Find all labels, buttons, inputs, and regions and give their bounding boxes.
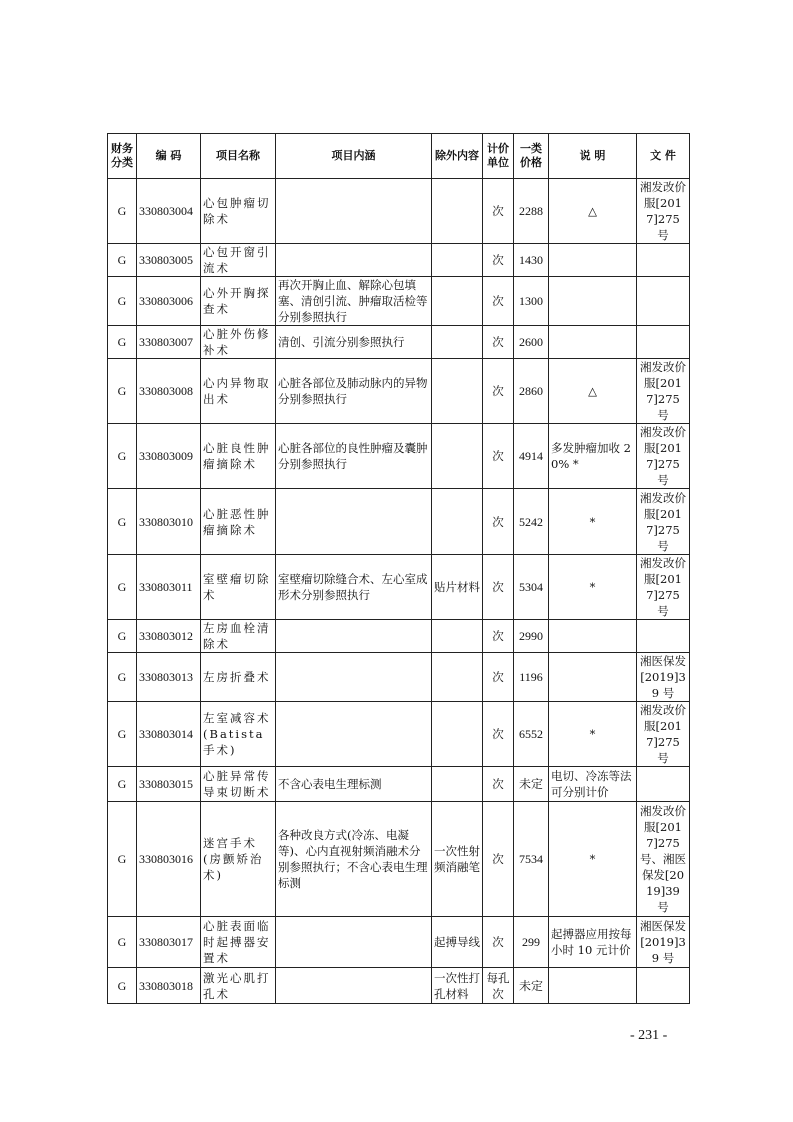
note-cell: 多发肿瘤加收 20% *	[549, 424, 637, 489]
content-cell: 心脏各部位的良性肿瘤及囊肿分别参照执行	[276, 424, 432, 489]
table-row	[108, 917, 690, 968]
code-cell: 330803008	[137, 359, 201, 424]
price-cell: 299	[514, 917, 549, 968]
table-row	[108, 489, 690, 555]
note-cell: *	[549, 802, 637, 917]
excluded-cell	[432, 620, 483, 653]
category-cell: G	[108, 179, 137, 244]
document-cell: 湘发改价服[2017]275 号	[637, 489, 690, 555]
content-cell	[276, 702, 432, 767]
content-cell: 不含心表电生理标测	[276, 767, 432, 802]
document-cell: 湘发改价服[2017]275 号	[637, 359, 690, 424]
content-cell	[276, 653, 432, 702]
price-cell: 2600	[514, 326, 549, 359]
header-document: 文 件	[637, 134, 690, 179]
category-cell: G	[108, 424, 137, 489]
price-cell: 5304	[514, 555, 549, 620]
table-row	[108, 179, 690, 244]
document-cell	[637, 620, 690, 653]
table-row	[108, 424, 690, 489]
code-cell: 330803010	[137, 489, 201, 555]
unit-cell: 次	[483, 326, 514, 359]
category-cell: G	[108, 767, 137, 802]
excluded-cell: 起搏导线	[432, 917, 483, 968]
content-cell: 再次开胸止血、解除心包填塞、清创引流、肿瘤取活检等分别参照执行	[276, 277, 432, 326]
content-cell: 清创、引流分别参照执行	[276, 326, 432, 359]
unit-cell: 次	[483, 802, 514, 917]
price-cell: 4914	[514, 424, 549, 489]
item-name-cell: 心脏恶性肿瘤摘除术	[201, 489, 276, 555]
document-cell: 湘发改价服[2017]275 号	[637, 555, 690, 620]
code-cell: 330803005	[137, 244, 201, 277]
unit-cell: 次	[483, 767, 514, 802]
note-cell	[549, 620, 637, 653]
table-row	[108, 620, 690, 653]
page-number: - 231 -	[630, 1028, 668, 1043]
table-row	[108, 555, 690, 620]
price-cell: 7534	[514, 802, 549, 917]
code-cell: 330803014	[137, 702, 201, 767]
document-cell: 湘医保发[2019]39 号	[637, 917, 690, 968]
excluded-cell: 贴片材料	[432, 555, 483, 620]
note-cell	[549, 968, 637, 1004]
excluded-cell: 一次性打孔材料	[432, 968, 483, 1004]
item-name-cell: 激光心肌打孔术	[201, 968, 276, 1004]
price-cell: 5242	[514, 489, 549, 555]
item-name-cell: 左室减容术(Batista 手术)	[201, 702, 276, 767]
table-row	[108, 244, 690, 277]
excluded-cell	[432, 489, 483, 555]
price-cell: 6552	[514, 702, 549, 767]
unit-cell: 次	[483, 424, 514, 489]
item-name-cell: 心外开胸探查术	[201, 277, 276, 326]
category-cell: G	[108, 620, 137, 653]
category-cell: G	[108, 653, 137, 702]
content-cell	[276, 968, 432, 1004]
excluded-cell	[432, 702, 483, 767]
note-cell: 电切、冷冻等法可分别计价	[549, 767, 637, 802]
unit-cell: 次	[483, 359, 514, 424]
item-name-cell: 迷宫手术(房颤矫治术)	[201, 802, 276, 917]
item-name-cell: 心包肿瘤切除术	[201, 179, 276, 244]
price-cell: 2860	[514, 359, 549, 424]
unit-cell: 次	[483, 244, 514, 277]
note-cell: *	[549, 555, 637, 620]
note-cell: △	[549, 359, 637, 424]
note-cell: △	[549, 179, 637, 244]
document-cell	[637, 277, 690, 326]
code-cell: 330803013	[137, 653, 201, 702]
table-row	[108, 359, 690, 424]
document-cell	[637, 244, 690, 277]
category-cell: G	[108, 244, 137, 277]
item-name-cell: 室壁瘤切除术	[201, 555, 276, 620]
excluded-cell: 一次性射频消融笔	[432, 802, 483, 917]
category-cell: G	[108, 326, 137, 359]
item-name-cell: 心脏良性肿瘤摘除术	[201, 424, 276, 489]
excluded-cell	[432, 179, 483, 244]
header-code: 编 码	[137, 134, 201, 179]
code-cell: 330803004	[137, 179, 201, 244]
header-note: 说 明	[549, 134, 637, 179]
price-cell: 未定	[514, 968, 549, 1004]
document-cell: 湘发改价服[2017]275 号	[637, 179, 690, 244]
item-name-cell: 心脏外伤修补术	[201, 326, 276, 359]
code-cell: 330803016	[137, 802, 201, 917]
item-name-cell: 心脏异常传导束切断术	[201, 767, 276, 802]
content-cell	[276, 620, 432, 653]
code-cell: 330803006	[137, 277, 201, 326]
category-cell: G	[108, 917, 137, 968]
code-cell: 330803007	[137, 326, 201, 359]
note-cell: *	[549, 489, 637, 555]
table-row	[108, 968, 690, 1004]
category-cell: G	[108, 702, 137, 767]
category-cell: G	[108, 277, 137, 326]
note-cell: 起搏器应用按每小时 10 元计价	[549, 917, 637, 968]
header-price: 一类价格	[514, 134, 549, 179]
unit-cell: 次	[483, 555, 514, 620]
unit-cell: 次	[483, 702, 514, 767]
price-cell: 1300	[514, 277, 549, 326]
price-cell: 1196	[514, 653, 549, 702]
category-cell: G	[108, 968, 137, 1004]
unit-cell: 次	[483, 917, 514, 968]
header-unit: 计价单位	[483, 134, 514, 179]
item-name-cell: 心脏表面临时起搏器安置术	[201, 917, 276, 968]
unit-cell: 次	[483, 620, 514, 653]
item-name-cell: 左房折叠术	[201, 653, 276, 702]
table-row	[108, 277, 690, 326]
note-cell	[549, 244, 637, 277]
table-row	[108, 653, 690, 702]
excluded-cell	[432, 424, 483, 489]
price-cell: 1430	[514, 244, 549, 277]
table-row	[108, 326, 690, 359]
category-cell: G	[108, 359, 137, 424]
header-content: 项目内涵	[276, 134, 432, 179]
table-row	[108, 767, 690, 802]
excluded-cell	[432, 359, 483, 424]
price-cell: 2288	[514, 179, 549, 244]
document-cell: 湘发改价服[2017]275 号、湘医保发[2019]39 号	[637, 802, 690, 917]
table-row	[108, 802, 690, 917]
item-name-cell: 心内异物取出术	[201, 359, 276, 424]
fee-table	[107, 133, 690, 1004]
content-cell	[276, 489, 432, 555]
header-row	[108, 134, 690, 179]
content-cell: 心脏各部位及肺动脉内的异物分别参照执行	[276, 359, 432, 424]
document-cell	[637, 326, 690, 359]
document-cell: 湘发改价服[2017]275 号	[637, 424, 690, 489]
code-cell: 330803017	[137, 917, 201, 968]
note-cell: *	[549, 702, 637, 767]
category-cell: G	[108, 489, 137, 555]
document-cell: 湘发改价服[2017]275 号	[637, 702, 690, 767]
excluded-cell	[432, 277, 483, 326]
item-name-cell: 左房血栓清除术	[201, 620, 276, 653]
document-cell	[637, 968, 690, 1004]
excluded-cell	[432, 767, 483, 802]
category-cell: G	[108, 802, 137, 917]
table-row	[108, 702, 690, 767]
unit-cell: 次	[483, 653, 514, 702]
header-category: 财务分类	[108, 134, 137, 179]
document-cell: 湘医保发[2019]39 号	[637, 653, 690, 702]
note-cell	[549, 326, 637, 359]
note-cell	[549, 653, 637, 702]
content-cell: 各种改良方式(冷冻、电凝等)、心内直视射频消融术分别参照执行；不含心表电生理标测	[276, 802, 432, 917]
unit-cell: 每孔次	[483, 968, 514, 1004]
content-cell	[276, 917, 432, 968]
content-cell	[276, 179, 432, 244]
excluded-cell	[432, 653, 483, 702]
unit-cell: 次	[483, 179, 514, 244]
unit-cell: 次	[483, 489, 514, 555]
excluded-cell	[432, 326, 483, 359]
code-cell: 330803011	[137, 555, 201, 620]
note-cell	[549, 277, 637, 326]
header-excluded: 除外内容	[432, 134, 483, 179]
code-cell: 330803015	[137, 767, 201, 802]
price-cell: 2990	[514, 620, 549, 653]
document-cell	[637, 767, 690, 802]
price-cell: 未定	[514, 767, 549, 802]
item-name-cell: 心包开窗引流术	[201, 244, 276, 277]
content-cell: 室壁瘤切除缝合术、左心室成形术分别参照执行	[276, 555, 432, 620]
code-cell: 330803018	[137, 968, 201, 1004]
code-cell: 330803012	[137, 620, 201, 653]
excluded-cell	[432, 244, 483, 277]
unit-cell: 次	[483, 277, 514, 326]
header-item-name: 项目名称	[201, 134, 276, 179]
code-cell: 330803009	[137, 424, 201, 489]
category-cell: G	[108, 555, 137, 620]
content-cell	[276, 244, 432, 277]
